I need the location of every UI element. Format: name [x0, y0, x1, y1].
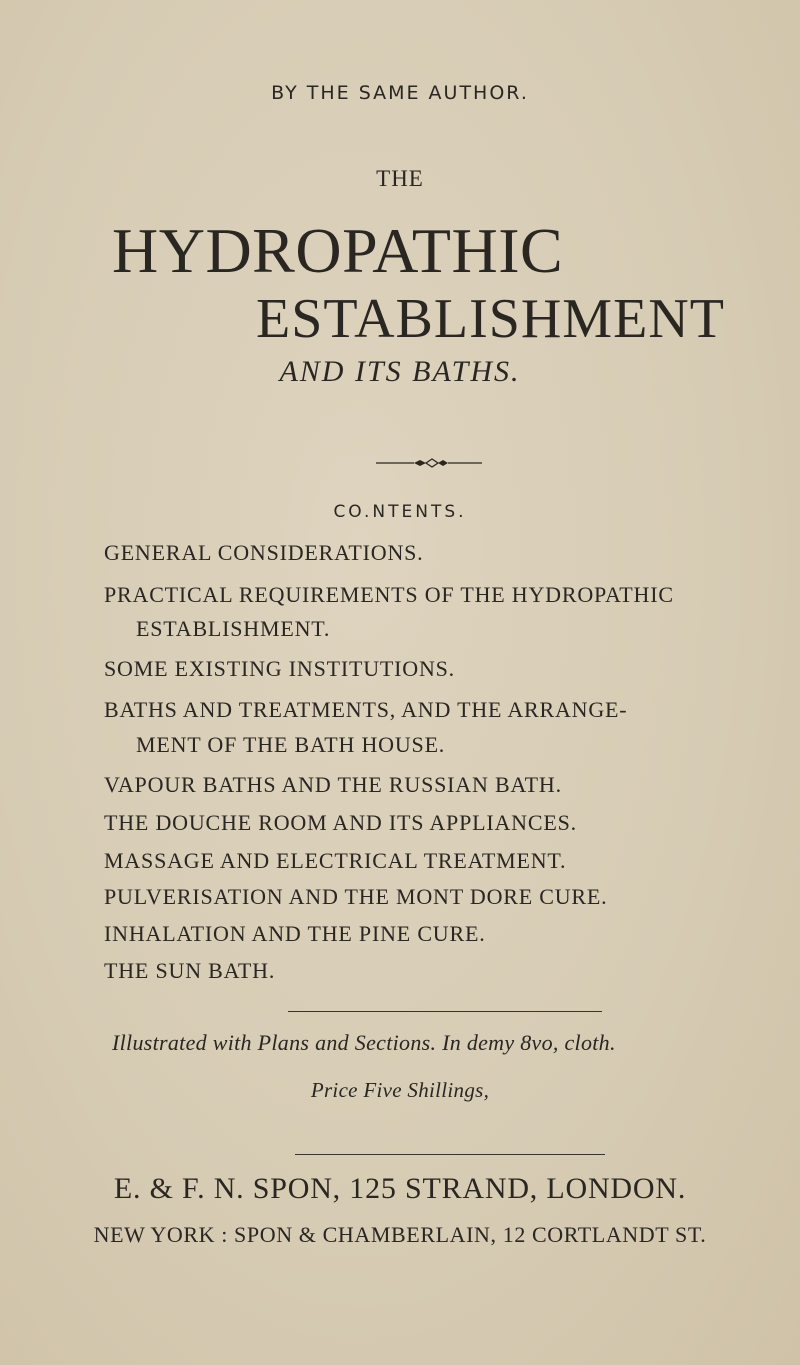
contents-item: THE SUN BATH. — [104, 958, 276, 983]
contents-item-continuation: MENT OF THE BATH HOUSE. — [136, 732, 446, 757]
divider-ornament — [376, 456, 482, 470]
book-title-line-1: HYDROPATHIC — [112, 215, 564, 286]
contents-item: VAPOUR BATHS AND THE RUSSIAN BATH. — [104, 772, 562, 797]
contents-heading: CO.NTENTS. — [333, 502, 467, 522]
publisher-address: NEW YORK : SPON & CHAMBERLAIN, 12 CORTLANDT ST. — [93, 1222, 707, 1247]
price-note: Price Five Shillings, — [310, 1078, 490, 1102]
contents-item: BATHS AND TREATMENTS, AND THE ARRANGE- — [104, 697, 628, 722]
contents-item: SOME EXISTING INSTITUTIONS. — [104, 656, 455, 681]
title-article: THE — [376, 166, 424, 191]
horizontal-rule — [288, 1011, 602, 1012]
contents-item: PRACTICAL REQUIREMENTS OF THE HYDROPATHIC — [104, 582, 674, 607]
contents-item: INHALATION AND THE PINE CURE. — [104, 921, 486, 946]
publisher-imprint: E. & F. N. SPON, 125 STRAND, LONDON. — [113, 1172, 687, 1205]
illustration-note: Illustrated with Plans and Sections. In demy 8vo, cloth. — [112, 1030, 616, 1055]
contents-item-continuation: ESTABLISHMENT. — [136, 616, 331, 641]
book-subtitle: AND ITS BATHS. — [279, 355, 521, 388]
contents-item: PULVERISATION AND THE MONT DORE CURE. — [104, 884, 608, 909]
contents-item: MASSAGE AND ELECTRICAL TREATMENT. — [104, 848, 567, 873]
contents-item: THE DOUCHE ROOM AND ITS APPLIANCES. — [104, 810, 577, 835]
book-title-line-2: ESTABLISHMENT — [256, 288, 725, 350]
contents-item: GENERAL CONSIDERATIONS. — [104, 540, 424, 565]
author-line: BY THE SAME AUTHOR. — [271, 82, 529, 104]
horizontal-rule — [295, 1154, 605, 1155]
